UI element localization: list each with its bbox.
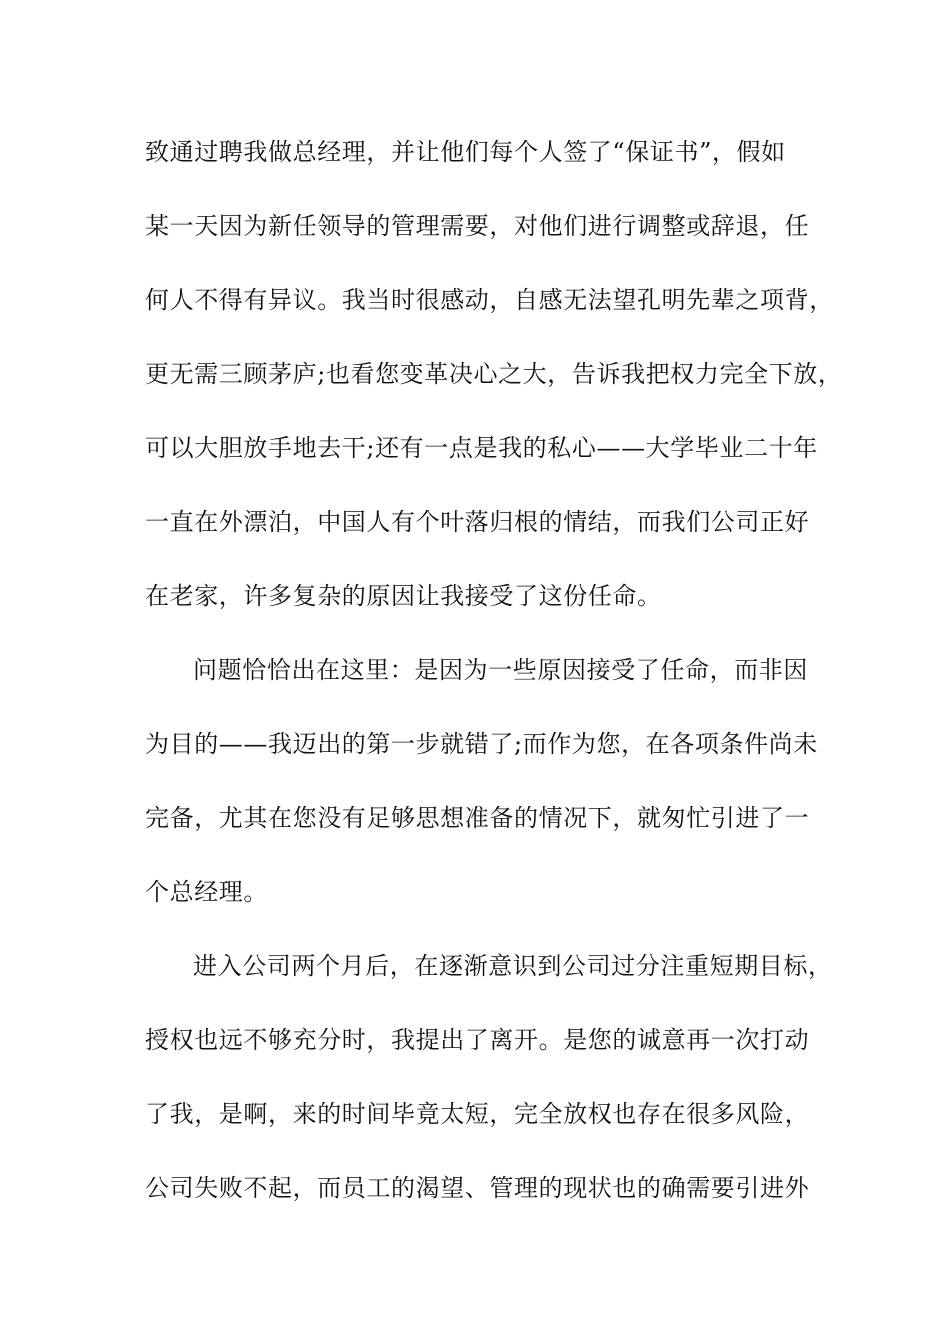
text-line: 为目的——我迈出的第一步就错了;而作为您，在各项条件尚未 — [145, 730, 818, 758]
text-line: 何人不得有异议。我当时很感动，自感无法望孔明先辈之项背， — [145, 286, 834, 314]
text-line: 了我，是啊，来的时间毕竟太短，完全放权也存在很多风险， — [145, 1100, 810, 1128]
text-line: 公司失败不起，而员工的渴望、管理的现状也的确需要引进外 — [145, 1174, 810, 1202]
paragraph-start-line: 进入公司两个月后，在逐渐意识到公司过分注重短期目标， — [193, 952, 833, 980]
text-line: 个总经理。 — [145, 878, 268, 906]
paragraph-start-line: 问题恰恰出在这里：是因为一些原因接受了任命，而非因 — [193, 656, 808, 684]
text-line: 更无需三顾茅庐;也看您变革决心之大，告诉我把权力完全下放， — [145, 360, 843, 388]
text-line: 授权也远不够充分时，我提出了离开。是您的诚意再一次打动 — [145, 1026, 810, 1054]
body-text — [145, 132, 843, 1242]
text-line: 可以大胆放手地去干;还有一点是我的私心——大学毕业二十年 — [145, 434, 818, 462]
text-line: 在老家，许多复杂的原因让我接受了这份任命。 — [145, 582, 662, 610]
text-line: 完备，尤其在您没有足够思想准备的情况下，就匆忙引进了一 — [145, 804, 810, 832]
text-line: 一直在外漂泊，中国人有个叶落归根的情结，而我们公司正好 — [145, 508, 810, 536]
text-line: 致通过聘我做总经理，并让他们每个人签了“保证书”，假如 — [145, 138, 786, 166]
text-line: 某一天因为新任领导的管理需要，对他们进行调整或辞退，任 — [145, 212, 810, 240]
